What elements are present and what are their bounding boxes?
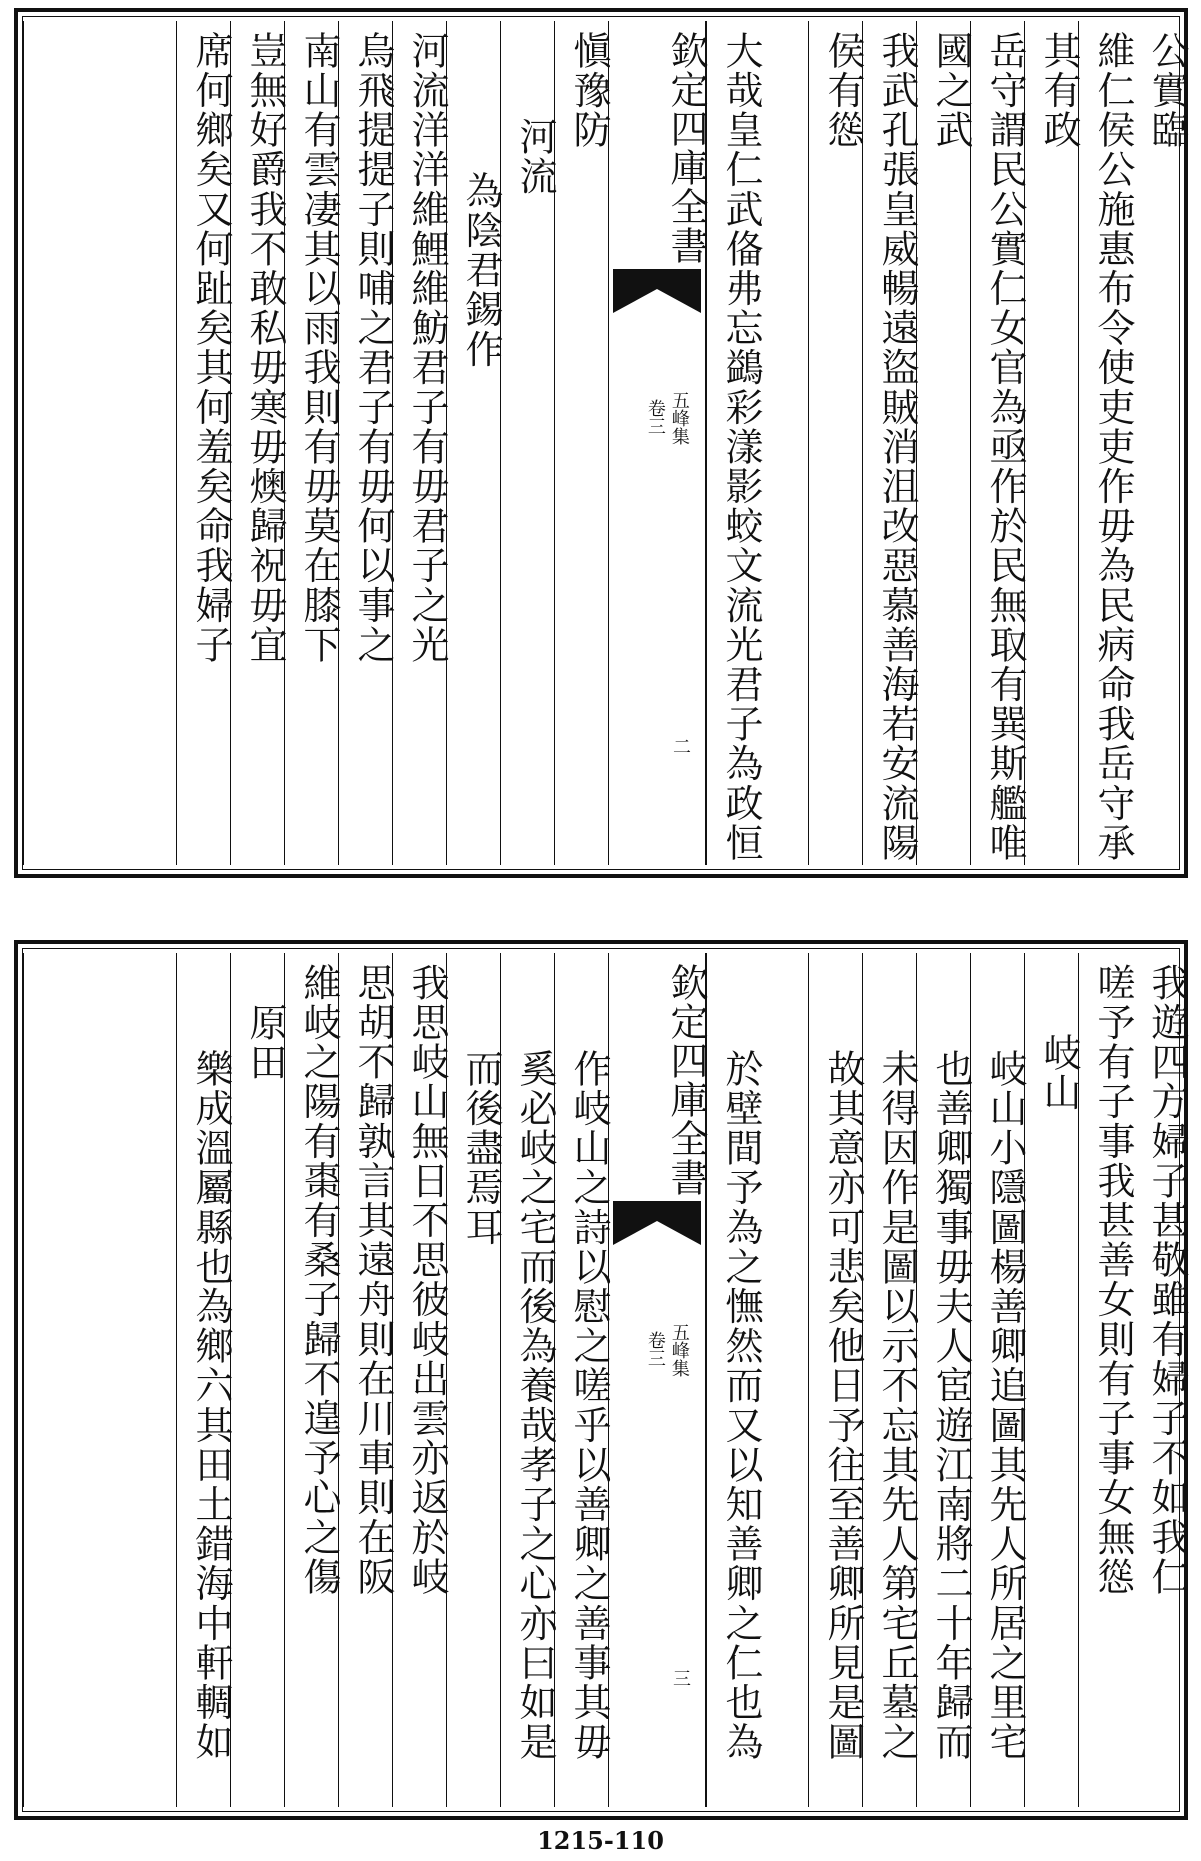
- column: [392, 953, 449, 1807]
- column: [176, 953, 233, 1807]
- column: [1132, 21, 1189, 865]
- column-text: 於壁間予為之憮然而又以知善卿之仁也為: [719, 1049, 763, 1762]
- column: [554, 953, 611, 1807]
- column-text: 原田: [243, 1003, 287, 1083]
- column: [916, 953, 973, 1807]
- column: [500, 953, 557, 1807]
- column-text: 豈無好爵我不敢私毋寒毋燠歸祝毋宜: [243, 31, 287, 665]
- column: [1132, 953, 1189, 1807]
- column-text: 侯有慫: [821, 31, 865, 150]
- book-title: 欽定四庫全書: [664, 963, 708, 1197]
- page-number: 二: [673, 737, 691, 758]
- column-text: 為陰君錫作: [459, 171, 503, 369]
- column: [862, 21, 919, 865]
- fish-tail-mark: [613, 1201, 701, 1245]
- column: [1078, 21, 1135, 865]
- top-page-frame: [22, 16, 1189, 870]
- column-empty: [23, 21, 176, 865]
- column: [970, 953, 1027, 1807]
- column: [338, 21, 395, 865]
- bottom-page: [14, 940, 1188, 1820]
- fish-tail-mark: [613, 269, 701, 313]
- column-empty: [23, 953, 176, 1807]
- column: [970, 21, 1027, 865]
- column-text: 奚必岐之宅而後為養哉孝子之心亦曰如是: [513, 1049, 557, 1762]
- column: [446, 953, 503, 1807]
- column: [284, 953, 341, 1807]
- column-text: 作岐山之詩以慰之嗟乎以善卿之善事其毋: [567, 1049, 611, 1762]
- fish-tail-icon: [613, 269, 701, 313]
- column: [916, 21, 973, 865]
- column-text: 愼豫防: [567, 31, 611, 150]
- book-title: 欽定四庫全書: [664, 31, 708, 265]
- column: [1078, 953, 1135, 1807]
- column-text: 故其意亦可悲矣他日予往至善卿所見是圖: [821, 1049, 865, 1762]
- column: [554, 21, 611, 865]
- column: [446, 21, 503, 865]
- column: [1024, 953, 1081, 1807]
- column: [862, 953, 919, 1807]
- column-text: 而後盡焉耳: [459, 1049, 503, 1247]
- column-text: 我武孔張皇威暢遠盜賊消沮改惡慕善海若安流陽: [875, 31, 919, 863]
- center-fold: [608, 953, 706, 1807]
- column-text: 未得因作是圖以示不忘其先人第宅丘墓之: [875, 1049, 919, 1762]
- bottom-page-frame: [22, 948, 1189, 1812]
- column-text: 席何鄉矣又何趾矣其何羞矣命我婦子: [189, 31, 233, 665]
- column: [284, 21, 341, 865]
- column-text: 我遊四方婦子甚敬雖有婦子不如我仁: [1145, 963, 1189, 1597]
- column: [230, 21, 287, 865]
- book-name: 五峰集: [668, 1323, 690, 1377]
- column: [808, 21, 865, 865]
- page-number: 三: [673, 1669, 691, 1690]
- column-text: 公實臨: [1145, 31, 1189, 150]
- column-text: 樂成溫屬縣也為鄉六其田土錯海中軒輖如: [189, 1049, 233, 1762]
- fish-tail-icon: [613, 1201, 701, 1245]
- volume-label: 卷三: [644, 399, 666, 435]
- column-text: 南山有雲凄其以雨我則有毋莫在膝下: [297, 31, 341, 665]
- column: [706, 953, 763, 1807]
- volume-label: 卷三: [644, 1331, 666, 1367]
- column-text: 維岐之陽有棗有桑子歸不遑予心之傷: [297, 963, 341, 1597]
- column: [500, 21, 557, 865]
- column-text: 岐山: [1037, 1033, 1081, 1113]
- column: [1024, 21, 1081, 865]
- column-text: 岳守謂民公實仁女官為亟作於民無取有巽斯艦唯: [983, 31, 1027, 863]
- column: [230, 953, 287, 1807]
- column-text: 我思岐山無日不思彼岐出雲亦返於岐: [405, 963, 449, 1597]
- column-text: 國之武: [929, 31, 973, 150]
- column-text: 河流洋洋維鯉維魴君子有毋君子之光: [405, 31, 449, 665]
- column-text: 岐山小隱圖楊善卿追圖其先人所居之里宅: [983, 1049, 1027, 1762]
- page-id: 1215-110: [537, 1826, 664, 1855]
- column-text: 嗟予有子事我甚善女則有子事女無慫: [1091, 963, 1135, 1597]
- column-text: 烏飛提提子則哺之君子有毋何以事之: [351, 31, 395, 665]
- center-fold: [608, 21, 706, 865]
- column-text: 維仁侯公施惠布令使吏吏作毋為民病命我岳守承: [1091, 31, 1135, 863]
- column-text: 也善卿獨事毋夫人宦遊江南將二十年歸而: [929, 1049, 973, 1762]
- book-name: 五峰集: [668, 391, 690, 445]
- column: [706, 21, 763, 865]
- column: [392, 21, 449, 865]
- column-text: 大哉皇仁武俻弗忘鷁彩漾影蛟文流光君子為政恒: [719, 31, 763, 863]
- column-text: 思胡不歸孰言其遠舟則在川車則在阪: [351, 963, 395, 1597]
- column: [338, 953, 395, 1807]
- column: [176, 21, 233, 865]
- column-text: 河流: [513, 117, 557, 197]
- top-page: [14, 8, 1188, 878]
- column: [808, 953, 865, 1807]
- column-text: 其有政: [1037, 31, 1081, 150]
